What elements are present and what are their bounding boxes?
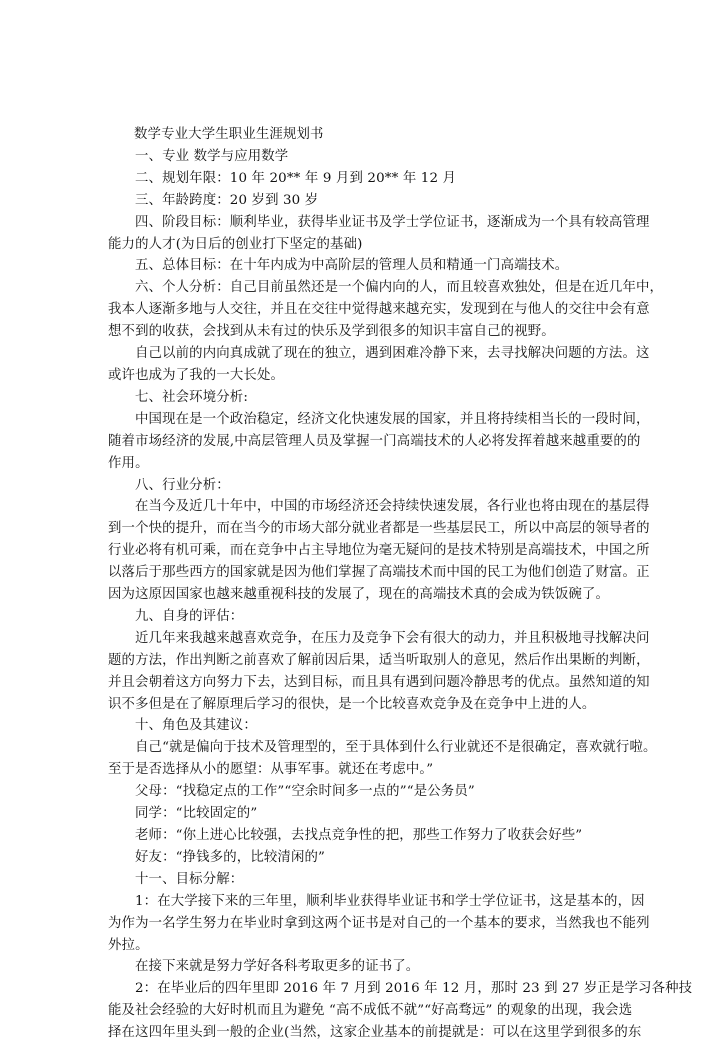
document-line: 在当今及近几十年中，中国的市场经济还会持续快速发展，各行业也将由现在的基层得 [135, 499, 650, 515]
document-line: 六、个人分析：自己目前虽然还是一个偏内向的人，而且较喜欢独处，但是在近几年中， [135, 280, 664, 296]
document-line: 能力的人才(为日后的创业打下坚定的基础) [108, 236, 363, 252]
document-line: 至于是否选择从小的愿望：从事军事。就还在考虑中。” [108, 762, 434, 778]
document-line: 五、总体目标：在十年内成为中高阶层的管理人员和精通一门高端技术。 [135, 258, 569, 274]
document-line: 外拉。 [108, 937, 149, 953]
document-line: 或许也成为了我的一大长处。 [108, 367, 285, 383]
document-line: 择在这四年里头到一般的企业(当然，这家企业基本的前提就是：可以在这里学到很多的东 [108, 1025, 642, 1041]
document-line: 为作为一名学生努力在毕业时拿到这两个证书是对自己的一个基本的要求，当然我也不能列 [108, 915, 650, 931]
document-line: 自己以前的内向真成就了现在的独立，遇到困难冷静下来，去寻找解决问题的方法。这 [135, 346, 650, 362]
document-line: 老师：“你上进心比较强，去找点竞争性的把，那些工作努力了收获会好些” [135, 828, 583, 843]
document-line: 在接下来就是努力学好各科考取更多的证书了。 [135, 959, 420, 975]
document-line: 二、规划年限：10 年 20** 年 9 月到 20** 年 12 月 [135, 170, 457, 186]
document-line: 七、社会环境分析: [135, 389, 248, 405]
document-line: 2：在毕业后的四年里即 2016 年 7 月到 2016 年 12 月，那时 23 到 27 岁正是学习各种技 [135, 981, 693, 997]
document-line: 识不多但是在了解原理后学习的很快，是一个比较喜欢竞争及在竞争中上进的人。 [108, 696, 596, 712]
document-line: 同学：“比较固定的” [135, 806, 258, 822]
document-line: 随着市场经济的发展,中高层管理人员及掌握一门高端技术的人必将发挥着越来越重要的的 [108, 433, 641, 449]
document-line: 八、行业分析： [135, 477, 230, 493]
document-line: 四、阶段目标：顺利毕业，获得毕业证书及学士学位证书，逐渐成为一个具有较高管理 [135, 214, 650, 230]
document-line: 到一个快的提升，而在当今的市场大部分就业者都是一些基层民工，所以中高层的领导者的 [108, 521, 650, 537]
document-body [108, 124, 693, 1044]
document-line: 父母：“找稳定点的工作”“空余时间多一点的”“是公务员” [135, 784, 475, 800]
document-line: 中国现在是一个政治稳定，经济文化快速发展的国家，并且将持续相当长的一段时间， [135, 411, 650, 427]
document-line: 1：在大学接下来的三年里，顺利毕业获得毕业证书和学士学位证书，这是基本的，因 [135, 893, 645, 909]
document-line: 能及社会经验的大好时机而且为避免 “高不成低不就”“好高骛远” 的观象的出现，我会选 [108, 1003, 633, 1019]
document-line: 因为这原因国家也越来越重视科技的发展了，现在的高端技术真的会成为铁饭碗了。 [108, 587, 610, 603]
document-title: 数学专业大学生职业生涯规划书 [134, 127, 324, 142]
document-line: 以落后于那些西方的国家就是因为他们掌握了高端技术而中国的民工为他们创造了财富。正 [108, 565, 650, 581]
document-line: 作用。 [108, 455, 149, 471]
document-line: 题的方法，作出判断之前喜欢了解前因后果，适当听取别人的意见，然后作出果断的判断， [108, 652, 650, 668]
document-line: 三、年龄跨度：20 岁到 30 岁 [135, 192, 319, 208]
document-line: 想不到的收获，会找到从未有过的快乐及学到很多的知识丰富自己的视野。 [108, 324, 555, 340]
document-line: 一、专业 数学与应用数学 [135, 148, 289, 164]
document-line: 九、自身的评估： [135, 608, 244, 624]
document-line: 十、角色及其建议： [135, 718, 257, 734]
document-line: 并且会朝着这方向努力下去，达到目标，而且具有遇到问题冷静思考的优点。虽然知道的知 [108, 674, 650, 690]
document-line: 自己“就是偏向于技术及管理型的，至于具体到什么行业就还不是很确定，喜欢就行啦。 [135, 740, 657, 756]
document-line: 我本人逐渐多地与人交往，并且在交往中觉得越来越充实，发现到在与他人的交往中会有意 [108, 302, 650, 318]
document-line: 十一、目标分解： [135, 871, 244, 887]
document-line: 近几年来我越来越喜欢竞争，在压力及竞争下会有很大的动力，并且积极地寻找解决问 [135, 630, 650, 646]
document-line: 行业必将有机可乘，而在竞争中占主导地位为毫无疑问的是技术特别是高端技术，中国之所 [108, 543, 650, 559]
document-line: 好友：“挣钱多的，比较清闲的” [135, 849, 326, 865]
